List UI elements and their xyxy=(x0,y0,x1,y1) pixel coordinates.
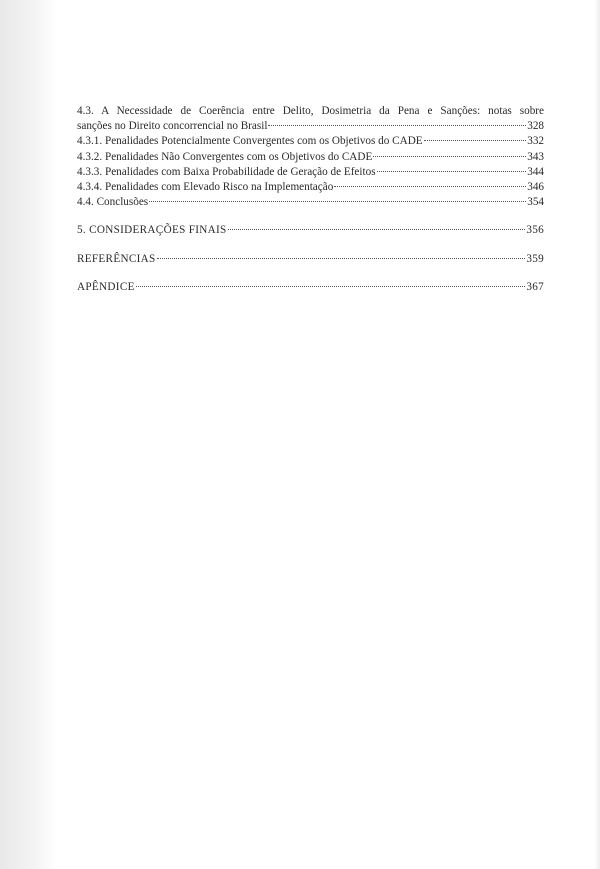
toc-page-number: 332 xyxy=(527,135,544,148)
dot-leader xyxy=(268,125,526,126)
scan-edge-shadow xyxy=(594,0,600,869)
toc-entry-referencias xyxy=(77,252,544,267)
toc-entry-title: APÊNDICE xyxy=(77,280,135,293)
toc-page-number: 346 xyxy=(527,181,544,194)
dot-leader xyxy=(334,186,526,187)
scan-binding-shadow xyxy=(0,0,58,869)
dot-leader xyxy=(157,258,526,259)
toc-page-number: 354 xyxy=(527,196,544,209)
dot-leader xyxy=(136,286,526,287)
toc-page-number: 359 xyxy=(526,252,544,265)
toc-entry-4-3-4 xyxy=(77,180,544,195)
toc-entry-title: 4.3.1. Penalidades Potencialmente Convergentes com os Objetivos do CADE xyxy=(77,135,423,148)
toc-entry-apendice xyxy=(77,280,544,295)
toc-entry-4-3-1 xyxy=(77,134,544,149)
toc-entry-title-line: 4.3. A Necessidade de Coerência entre Delito, Dosimetria da Pena e Sanções: notas sobre xyxy=(77,105,544,117)
dot-leader xyxy=(373,156,526,157)
toc-entry-4-3-3 xyxy=(77,165,544,180)
toc-entry-4-4 xyxy=(77,195,544,210)
toc-entry-4-3 xyxy=(77,104,544,134)
dot-leader xyxy=(228,229,526,230)
toc-page-number: 356 xyxy=(526,224,544,237)
toc-entry-consideracoes-finais xyxy=(77,223,544,238)
toc-entry-title: 4.3.3. Penalidades com Baixa Probabilidade de Geração de Efeitos xyxy=(77,165,376,178)
toc-page-number: 344 xyxy=(527,165,544,178)
toc-entry-title: 4.4. Conclusões xyxy=(77,196,149,209)
dot-leader xyxy=(424,140,527,141)
toc-entry-title: 4.3.4. Penalidades com Elevado Risco na Implementação xyxy=(77,181,334,194)
toc-entry-title: sanções no Direito concorrencial no Brasil xyxy=(77,120,268,133)
toc-entry-4-3-2 xyxy=(77,150,544,165)
toc-page-number: 343 xyxy=(527,150,544,163)
dot-leader xyxy=(377,171,527,172)
toc-entry-title: 5. CONSIDERAÇÕES FINAIS xyxy=(77,224,227,237)
table-of-contents xyxy=(77,104,544,295)
toc-entry-title: 4.3.2. Penalidades Não Convergentes com os Objetivos do CADE xyxy=(77,150,373,163)
toc-page-number: 367 xyxy=(526,280,544,293)
toc-entry-title: REFERÊNCIAS xyxy=(77,252,156,265)
toc-entry-line xyxy=(77,119,544,134)
dot-leader xyxy=(149,201,526,202)
toc-page-number: 328 xyxy=(527,120,544,133)
